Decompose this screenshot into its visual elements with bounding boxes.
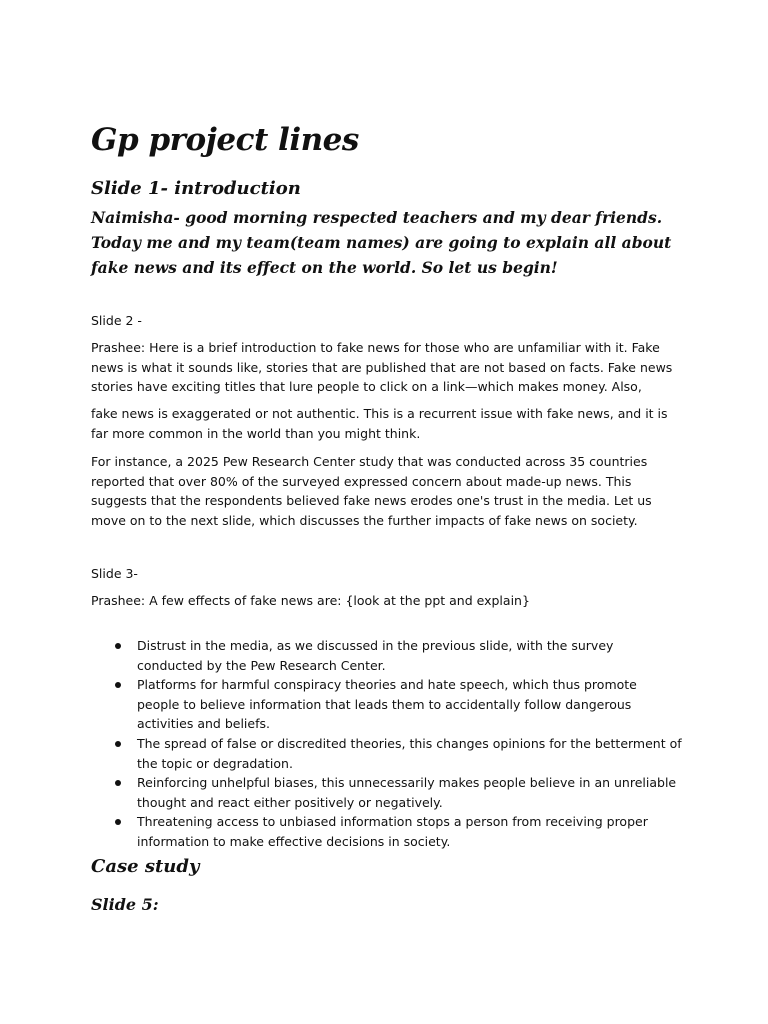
case-study-heading: Case study — [91, 856, 200, 877]
slide2-paragraph-1: Prashee: Here is a brief introduction to fake news for those who are unfamiliar with it. Fake news is what it sounds like, stories that are published that are not based on facts. Fake news stories have exciting titles that lure people to click on a link—which makes money. Also, — [91, 340, 673, 394]
list-item — [137, 812, 682, 851]
bullet-dot — [115, 780, 121, 786]
slide2-paragraph-3: For instance, a 2025 Pew Research Center study that was conducted across 35 countries reported that over 80% of the surveyed expressed concern about made-up news. This suggests that the respondents believed fake news erodes one's trust in the media. Let us move on to the next slide, which discusses the further impacts of fake news on society. — [91, 454, 652, 528]
slide2-paragraph-2: fake news is exaggerated or not authentic. This is a recurrent issue with fake news, and it is far more common in the world than you might think. — [91, 406, 668, 441]
page-title: Gp project lines — [91, 122, 359, 158]
effects-list — [137, 636, 682, 852]
slide1-paragraph: Naimisha- good morning respected teachers and my dear friends. Today me and my team(team names) are going to explain all about fake news and its effect on the world. So let us begin! — [91, 208, 672, 277]
slide3-intro: Prashee: A few effects of fake news are: {look at the ppt and explain} — [91, 593, 530, 608]
bullet-dot — [115, 643, 121, 649]
list-item — [137, 773, 682, 812]
slide5-heading: Slide 5: — [91, 895, 159, 914]
list-item-text: The spread of false or discredited theories, this changes opinions for the betterment of the topic or degradation. — [137, 735, 682, 771]
bullet-dot — [115, 741, 121, 747]
list-item — [137, 636, 682, 675]
list-item-text: Distrust in the media, as we discussed in the previous slide, with the survey conducted by the Pew Research Center. — [137, 638, 614, 673]
slide2-label: Slide 2 - — [91, 313, 142, 328]
list-item — [137, 734, 682, 773]
list-item-text: Reinforcing unhelpful biases, this unnecessarily makes people believe in an unreliable thought and react either positively or negatively. — [137, 775, 677, 810]
list-item — [137, 675, 682, 734]
slide3-label: Slide 3- — [91, 566, 138, 581]
list-item-text: Threatening access to unbiased information stops a person from receiving proper information to make effective decisions in society. — [137, 814, 648, 849]
bullet-dot — [115, 819, 121, 825]
list-item-text: Platforms for harmful conspiracy theories and hate speech, which thus promote people to believe information that leads them to accidentally follow dangerous activities and beliefs. — [137, 677, 637, 732]
slide1-heading: Slide 1- introduction — [91, 178, 301, 199]
bullet-dot — [115, 682, 121, 688]
